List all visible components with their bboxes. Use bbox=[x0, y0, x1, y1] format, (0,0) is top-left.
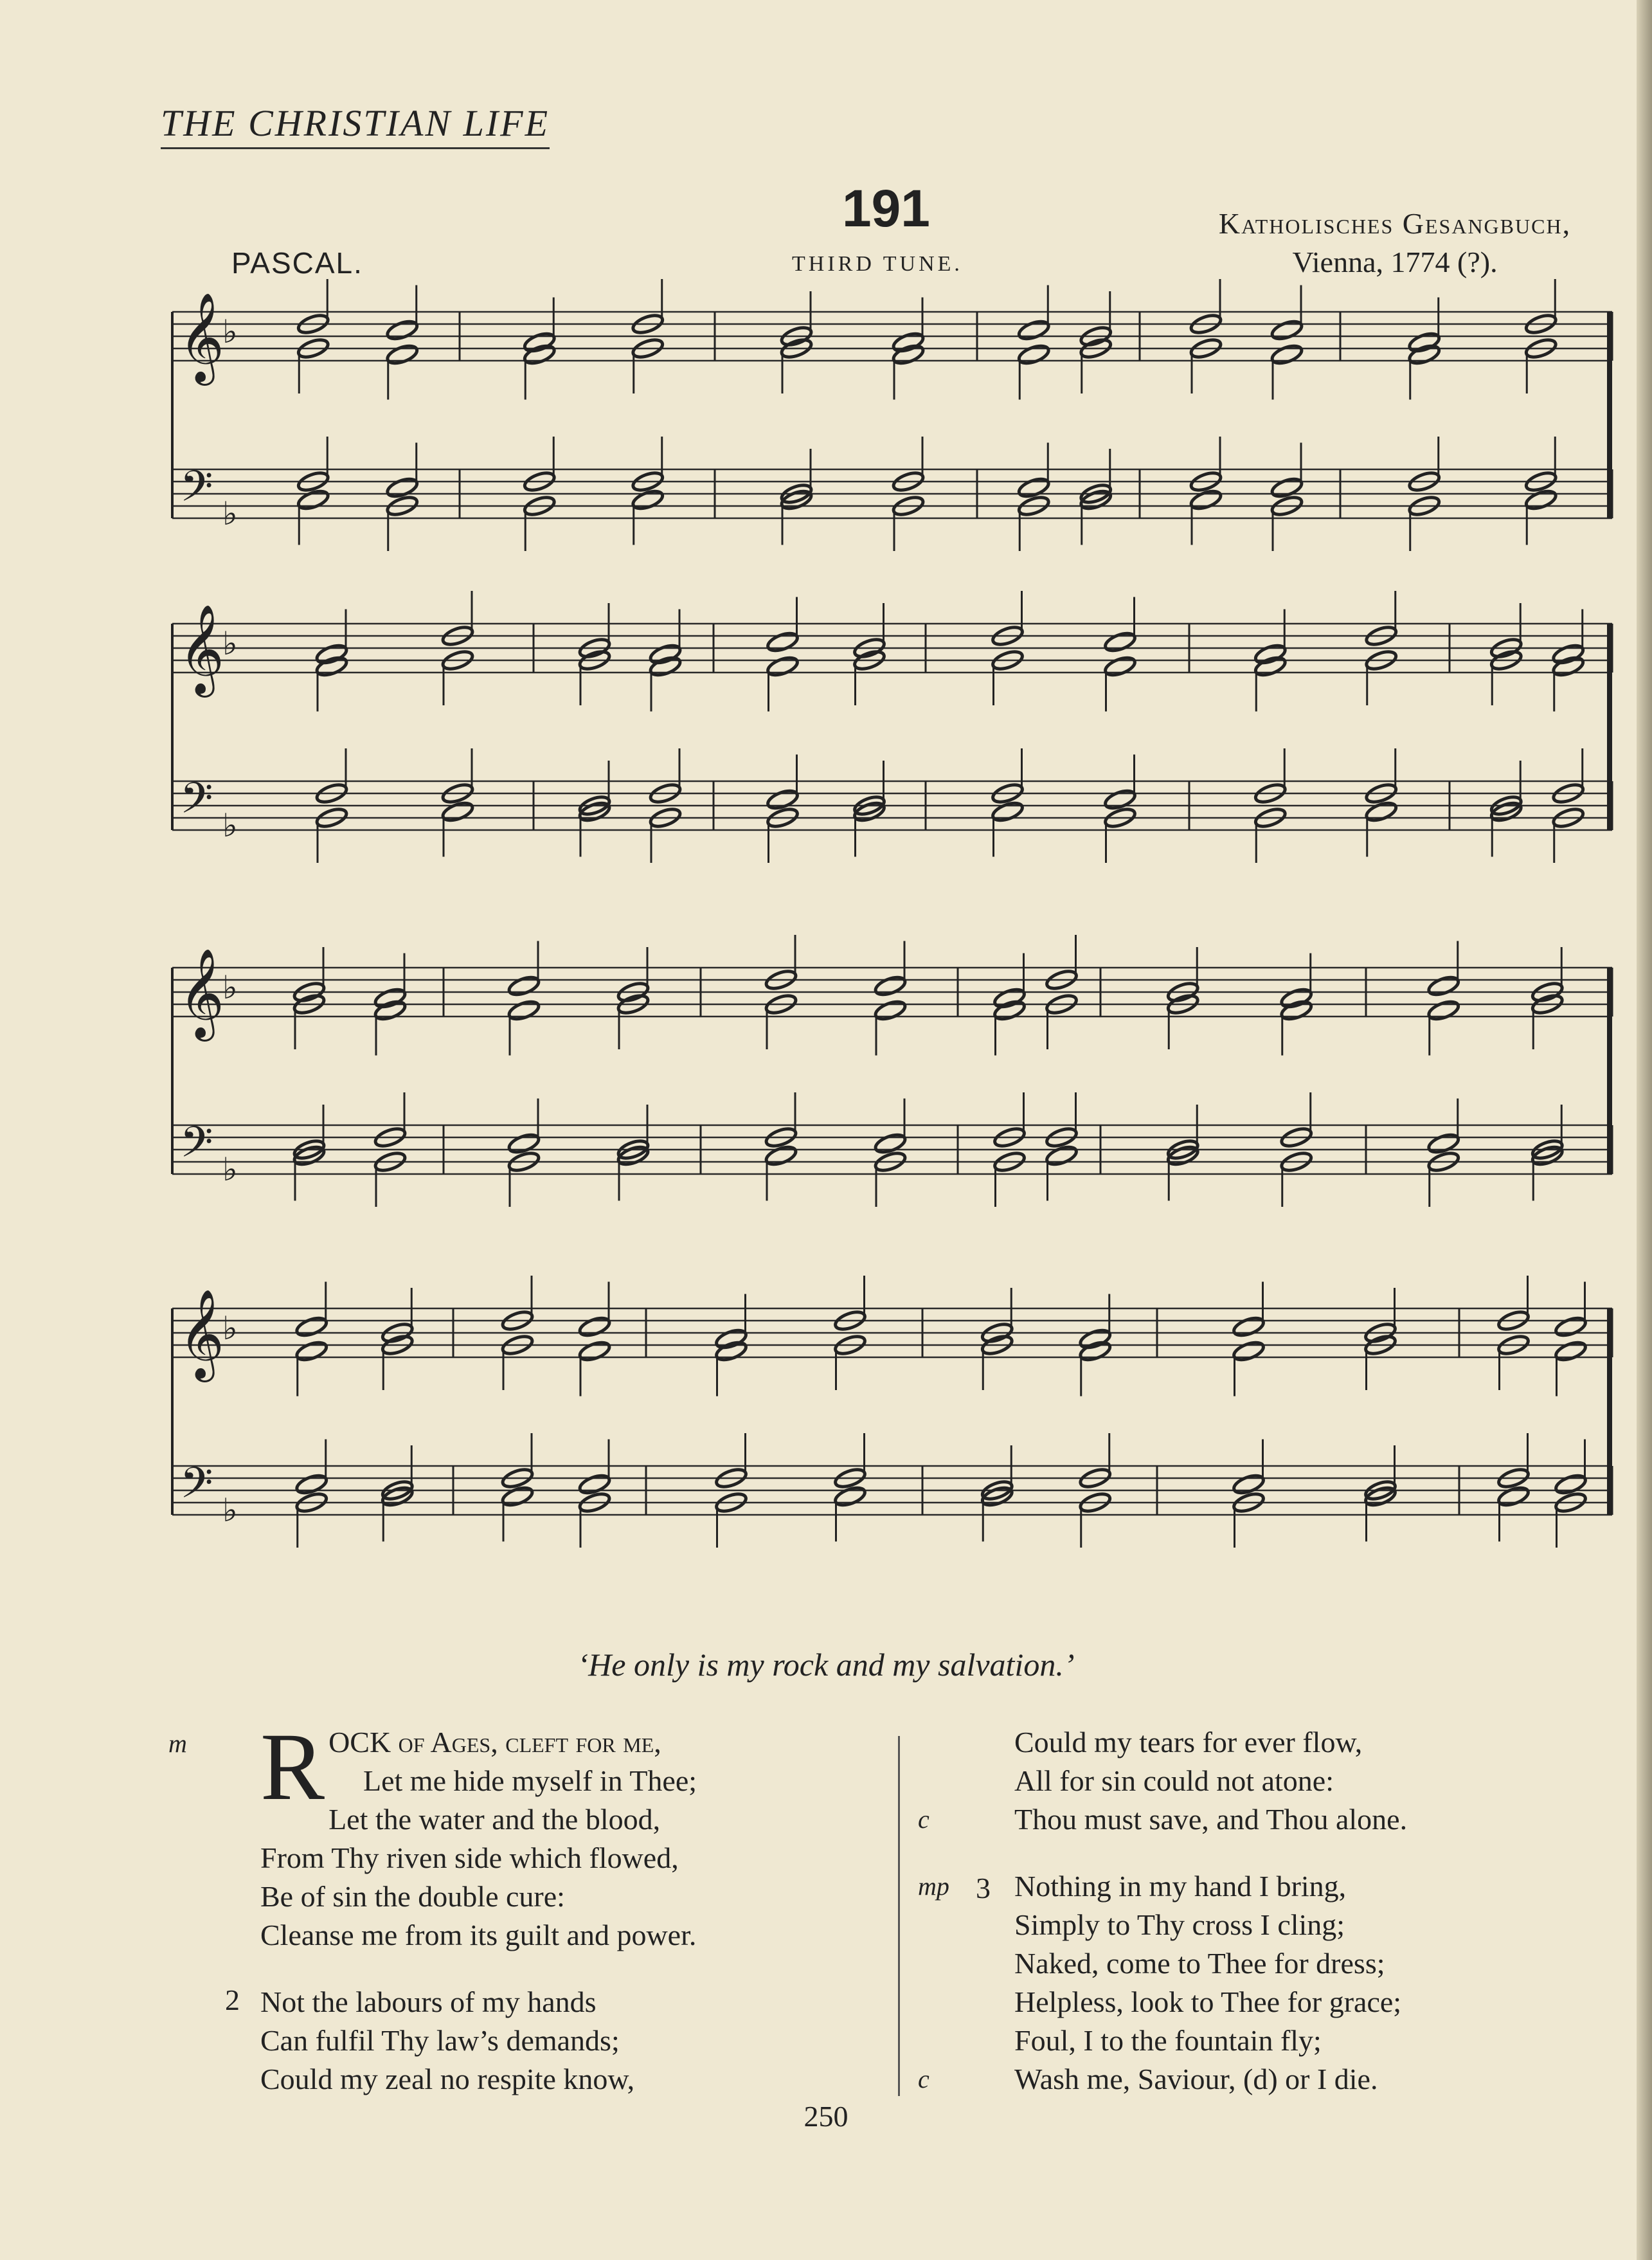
verse-column-left bbox=[260, 1713, 877, 2099]
verse-2-line-4: Could my tears for ever flow, bbox=[1014, 1726, 1363, 1758]
final-barline bbox=[1607, 624, 1612, 830]
dynamic-mark-v3-end: c bbox=[918, 2065, 929, 2093]
notehead bbox=[294, 1315, 328, 1339]
notehead bbox=[892, 330, 926, 354]
tune-source-line-1: Katholisches Gesangbuch, bbox=[1218, 207, 1572, 240]
flat-icon: ♭ bbox=[222, 1151, 238, 1188]
notehead bbox=[441, 800, 475, 824]
notehead bbox=[1017, 318, 1051, 342]
verse-1-line-6: Cleanse me from its guilt and power. bbox=[260, 1919, 697, 1951]
verse-1 bbox=[260, 1713, 877, 1955]
verse-2-line-6: Thou must save, and Thou alone. bbox=[1014, 1803, 1408, 1836]
treble-clef-icon: 𝄞 bbox=[179, 948, 224, 1038]
notehead bbox=[764, 1144, 798, 1168]
notehead bbox=[578, 1315, 612, 1339]
notehead bbox=[766, 630, 800, 654]
notehead bbox=[1364, 800, 1398, 824]
notehead bbox=[507, 1132, 541, 1155]
tune-name: PASCAL. bbox=[231, 246, 363, 280]
notehead bbox=[507, 999, 541, 1022]
notehead bbox=[315, 642, 349, 666]
notehead bbox=[714, 1327, 748, 1351]
final-barline bbox=[1607, 312, 1612, 518]
notehead bbox=[874, 974, 908, 998]
notehead bbox=[1554, 1339, 1588, 1363]
verse-2-line-2: Can fulfil Thy law’s demands; bbox=[260, 2024, 620, 2057]
notehead bbox=[385, 476, 419, 500]
dynamic-mark-v1: m bbox=[168, 1729, 187, 1758]
notehead bbox=[1426, 974, 1460, 998]
notehead bbox=[1253, 655, 1288, 678]
epigraph: ‘He only is my rock and my salvation.’ bbox=[577, 1647, 1075, 1683]
flat-icon: ♭ bbox=[222, 495, 238, 532]
verse-2-line-1: Not the labours of my hands bbox=[260, 1985, 597, 2018]
notehead bbox=[1270, 476, 1304, 500]
notehead bbox=[1270, 318, 1304, 342]
notehead bbox=[1407, 330, 1441, 354]
notehead bbox=[1279, 986, 1313, 1010]
verse-2-line-5: All for sin could not atone: bbox=[1014, 1764, 1334, 1797]
notehead bbox=[1103, 630, 1137, 654]
treble-clef-icon: 𝄞 bbox=[179, 293, 224, 382]
notehead bbox=[523, 330, 557, 354]
notehead bbox=[1045, 1144, 1079, 1168]
notehead bbox=[714, 1339, 748, 1363]
notehead bbox=[578, 1339, 612, 1363]
hymn-number: 191 bbox=[842, 179, 930, 238]
tune-label: THIRD TUNE. bbox=[792, 252, 963, 276]
dynamic-mark-v2-end: c bbox=[918, 1805, 929, 1834]
notehead bbox=[385, 343, 419, 366]
verse-2-continued bbox=[1014, 1723, 1593, 1839]
bass-clef-icon: 𝄢 bbox=[180, 1458, 213, 1518]
flat-icon: ♭ bbox=[222, 313, 238, 350]
notehead bbox=[1524, 488, 1558, 512]
notehead bbox=[992, 986, 1027, 1010]
verse-3-line-6: Wash me, Saviour, (d) or I die. bbox=[1014, 2063, 1378, 2095]
final-barline bbox=[1607, 1308, 1612, 1515]
notehead bbox=[1270, 343, 1304, 366]
dynamic-mark-v3: mp bbox=[918, 1872, 949, 1901]
notehead bbox=[1232, 1339, 1266, 1363]
bass-clef-icon: 𝄢 bbox=[180, 1117, 213, 1177]
flat-icon: ♭ bbox=[222, 807, 238, 844]
notehead bbox=[833, 1485, 867, 1508]
notehead bbox=[1407, 343, 1441, 366]
verse-3-line-4: Helpless, look to Thee for grace; bbox=[1014, 1985, 1402, 2018]
notehead bbox=[523, 343, 557, 366]
verse-3-line-5: Foul, I to the fountain fly; bbox=[1014, 2024, 1322, 2057]
notehead bbox=[1189, 488, 1223, 512]
notehead bbox=[874, 1132, 908, 1155]
notehead bbox=[649, 642, 683, 666]
flat-icon: ♭ bbox=[222, 625, 238, 662]
final-barline bbox=[1607, 968, 1612, 1174]
verse-3 bbox=[1014, 1867, 1593, 2099]
column-divider bbox=[898, 1736, 900, 2096]
notehead bbox=[1554, 1315, 1588, 1339]
verse-column-right bbox=[1014, 1723, 1593, 2099]
notehead bbox=[373, 986, 408, 1010]
flat-icon: ♭ bbox=[222, 969, 238, 1006]
drop-cap: R bbox=[260, 1713, 325, 1820]
notehead bbox=[1551, 655, 1585, 678]
notehead bbox=[1078, 1339, 1112, 1363]
bass-clef-icon: 𝄢 bbox=[180, 773, 213, 833]
treble-clef-icon: 𝄞 bbox=[179, 1289, 224, 1379]
running-head: THE CHRISTIAN LIFE bbox=[161, 102, 550, 149]
notehead bbox=[1253, 642, 1288, 666]
notehead bbox=[1232, 1315, 1266, 1339]
notehead bbox=[385, 318, 419, 342]
notehead bbox=[1103, 655, 1137, 678]
notehead bbox=[1103, 788, 1137, 811]
notehead bbox=[892, 343, 926, 366]
verse-3-line-2: Simply to Thy cross I cling; bbox=[1014, 1908, 1345, 1941]
notehead bbox=[1554, 1472, 1588, 1496]
notehead bbox=[578, 1472, 612, 1496]
notehead bbox=[1017, 476, 1051, 500]
verse-2-number: 2 bbox=[225, 1984, 240, 2016]
notehead bbox=[373, 999, 408, 1022]
notehead bbox=[991, 800, 1025, 824]
score-systems bbox=[172, 279, 1612, 1548]
notehead bbox=[1426, 999, 1460, 1022]
treble-clef-icon: 𝄞 bbox=[179, 604, 224, 694]
notehead bbox=[507, 974, 541, 998]
notehead bbox=[315, 655, 349, 678]
notehead bbox=[501, 1485, 535, 1508]
verse-2-line-3: Could my zeal no respite know, bbox=[260, 2063, 635, 2095]
verse-3-line-3: Naked, come to Thee for dress; bbox=[1014, 1947, 1385, 1980]
verse-1-line-5: Be of sin the double cure: bbox=[260, 1880, 565, 1913]
page-number: 250 bbox=[804, 2100, 848, 2133]
notehead bbox=[1078, 1327, 1112, 1351]
notehead bbox=[294, 1339, 328, 1363]
verse-1-line-1: OCK of Ages, cleft for me, bbox=[328, 1726, 661, 1758]
verse-1-line-3: Let the water and the blood, bbox=[328, 1803, 661, 1836]
notehead bbox=[296, 488, 330, 512]
notehead bbox=[1017, 343, 1051, 366]
notehead bbox=[294, 1472, 328, 1496]
verse-1-line-2: Let me hide myself in Thee; bbox=[363, 1764, 697, 1797]
notehead bbox=[874, 999, 908, 1022]
notehead bbox=[1551, 642, 1585, 666]
notehead bbox=[1232, 1472, 1266, 1496]
notehead bbox=[631, 488, 665, 512]
bass-clef-icon: 𝄢 bbox=[180, 462, 213, 521]
notehead bbox=[649, 655, 683, 678]
notehead bbox=[766, 788, 800, 811]
notehead bbox=[1279, 999, 1313, 1022]
verse-3-number: 3 bbox=[976, 1872, 991, 1904]
notehead bbox=[1426, 1132, 1460, 1155]
notehead bbox=[766, 655, 800, 678]
flat-icon: ♭ bbox=[222, 1492, 238, 1529]
verse-1-line-4: From Thy riven side which flowed, bbox=[260, 1841, 679, 1874]
tune-source-line-2: Vienna, 1774 (?). bbox=[1292, 246, 1498, 278]
notehead bbox=[992, 999, 1027, 1022]
notehead bbox=[1496, 1485, 1531, 1508]
verse-2 bbox=[260, 1983, 877, 2099]
verse-3-line-1: Nothing in my hand I bring, bbox=[1014, 1870, 1347, 1903]
flat-icon: ♭ bbox=[222, 1310, 238, 1347]
